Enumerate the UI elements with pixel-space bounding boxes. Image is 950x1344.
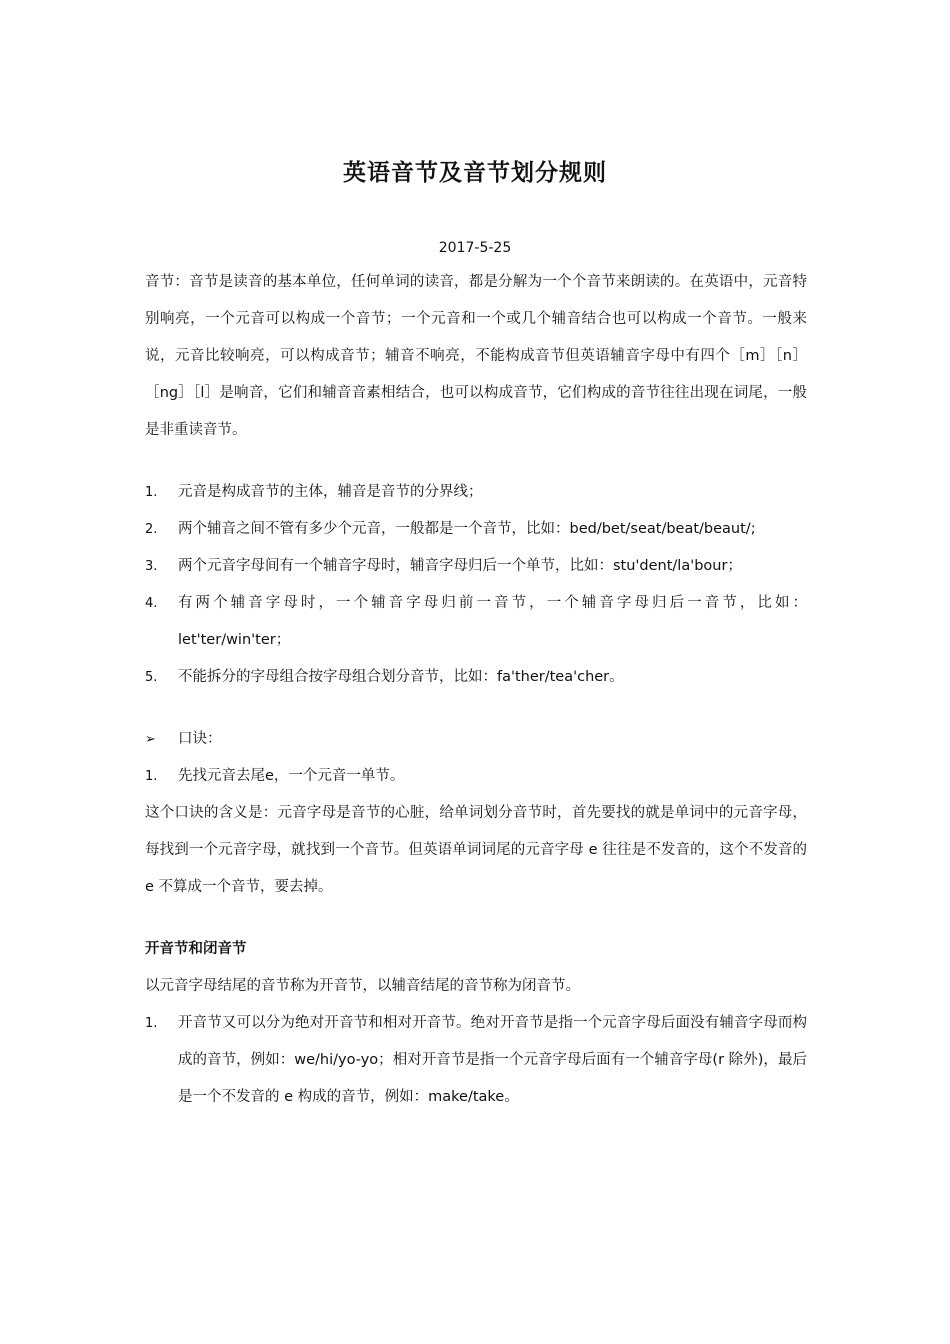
rule-item [145, 659, 807, 696]
rule-number: 3. [145, 559, 158, 574]
document-body [145, 264, 807, 1116]
rule-item [145, 585, 807, 659]
mnemonic-number: 1. [145, 769, 158, 784]
rule-number: 5. [145, 670, 158, 685]
section-definition: 以元音字母结尾的音节称为开音节，以辅音结尾的音节称为闭音节。 [145, 978, 580, 994]
rules-list [145, 474, 807, 696]
mnemonic-explanation: 这个口诀的含义是：元音字母是音节的心脏，给单词划分音节时，首先要找的就是单词中的元音字母，每找到一个元音字母，就找到一个音节。但英语单词词尾的元音字母 e 往往是不发音的，这个不发音的 e 不算成一个音节，要去掉。 [145, 805, 807, 895]
intro-paragraph: 音节：音节是读音的基本单位，任何单词的读音，都是分解为一个个音节来朗读的。在英语中，元音特别响亮，一个元音可以构成一个音节；一个元音和一个或几个辅音结合也可以构成一个音节。一般来说，元音比较响亮，可以构成音节；辅音不响亮，不能构成音节但英语辅音字母中有四个［m］［n］［ng］［l］是响音，它们和辅音音素相结合，也可以构成音节，它们构成的音节往往出现在词尾，一般是非重读音节。 [145, 274, 807, 438]
document-title: 英语音节及音节划分规则 [343, 160, 607, 186]
rule-text: 不能拆分的字母组合按字母组合划分音节，比如：fa'ther/tea'cher。 [178, 669, 624, 685]
rule-text: 有两个辅音字母时，一个辅音字母归前一音节，一个辅音字母归后一音节，比如：let'ter/win'ter； [178, 595, 807, 648]
mnemonic-item [145, 758, 807, 795]
rule-number: 4. [145, 596, 158, 611]
rule-number: 1. [145, 485, 158, 500]
spacer [145, 906, 807, 931]
rule-text: 两个辅音之间不管有多少个元音，一般都是一个音节，比如：bed/bet/seat/beat/beaut/; [178, 521, 756, 537]
rule-item [145, 548, 807, 585]
rule-item [145, 474, 807, 511]
open-syllable-number: 1. [145, 1016, 158, 1031]
open-syllable-text: 开音节又可以分为绝对开音节和相对开音节。绝对开音节是指一个元音字母后面没有辅音字母而构成的音节，例如：we/hi/yo-yo；相对开音节是指一个元音字母后面有一个辅音字母(r 除外)，最后是一个不发音的 e 构成的音节，例如：make/take。 [178, 1015, 807, 1105]
arrow-bullet-icon: ➢ [145, 732, 156, 747]
mnemonic-label: 口诀： [178, 731, 222, 747]
section-heading: 开音节和闭音节 [145, 941, 247, 957]
document-date: 2017-5-25 [438, 240, 512, 256]
rule-item [145, 511, 807, 548]
spacer [145, 696, 807, 721]
rule-number: 2. [145, 522, 158, 537]
mnemonic-text: 先找元音去尾e，一个元音一单节。 [178, 768, 405, 784]
open-syllable-item [145, 1005, 807, 1116]
rule-text: 两个元音字母间有一个辅音字母时，辅音字母归后一个单节，比如：stu'dent/la'bour； [178, 558, 742, 574]
mnemonic-label-item [145, 721, 807, 758]
spacer [145, 449, 807, 474]
rule-text: 元音是构成音节的主体，辅音是音节的分界线； [178, 484, 483, 500]
